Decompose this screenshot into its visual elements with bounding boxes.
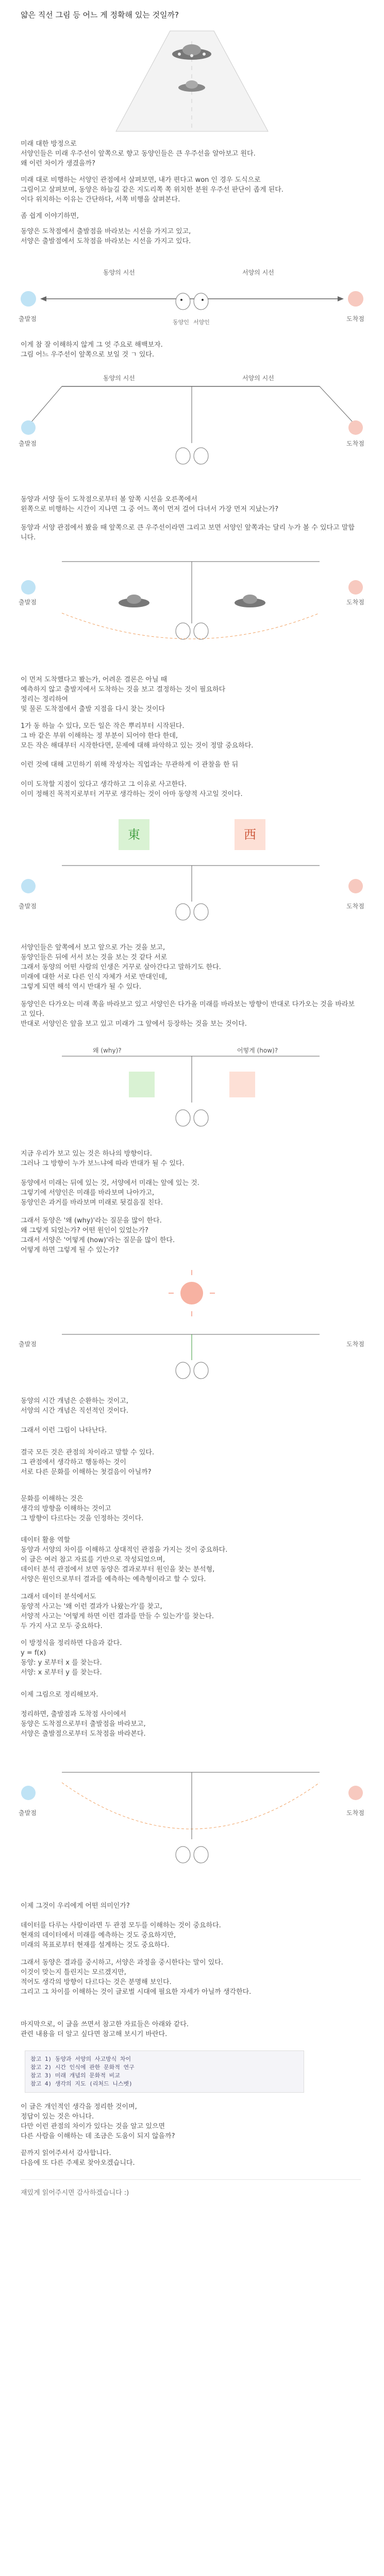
paragraph-10b: 그래서 동양은 결과를 중시하고, 서양은 과정을 중시한다는 말이 있다. 이것이 맞는지 틀린지는 모르겠지만, 적어도 생각의 방향이 다르다는 것은 분명해 보인다. 그리고 그 차이를 이해하는 것이 글로벌 시대에 필요한 자세가 아닐까 생각한다. [21, 1959, 252, 1996]
east-west-diagram [0, 809, 384, 933]
reference-code-block: 참고 1) 동양과 서양의 사고방식 차이 참고 2) 시간 인식에 관한 문화적 연구 참고 3) 미래 개념의 문화적 비교 참고 4) 생각의 지도 (리처드 니스벳) [25, 2050, 304, 2093]
diagram2-east-view: 동양의 시선 [103, 375, 135, 382]
final-diagram [0, 1752, 384, 1886]
paragraph-3b: 동양과 서양 관점에서 봤을 때 앞쪽으로 큰 우주선이라면 그리고 보면 서양인 앞쪽과는 달리 누가 볼 수 있다고 말합니다. [21, 524, 355, 541]
diagram1-end-label: 도착점 [346, 315, 364, 323]
footer-divider [21, 2179, 361, 2180]
footer-note: 재밌게 읽어주시면 감사하겠습니다 :) [21, 2189, 129, 2197]
east-west-start: 출발점 [19, 903, 37, 910]
ufo-diagram [0, 546, 384, 665]
paragraph-6b: 그래서 동양은 '왜 (why)'라는 질문을 많이 한다. 왜 그렇게 되었는가? 어떤 원인이 있었는가? 그래서 서양은 '어떻게 (how)'라는 질문을 많이 한다. 어떻게 하면 그렇게 될 수 있는가? [21, 1217, 175, 1254]
sun-start: 출발점 [19, 1341, 37, 1348]
paragraph-3a: 동양과 서양 둘이 도착점으로부터 볼 앞쪽 시선을 오른쪽에서 왼쪽으로 비행하는 시간이 지나면 그 중 어느 쪽이 먼저 걸어 다녀서 가장 먼저 지났는가? [21, 496, 279, 513]
intro-paragraph-2: 미래 대로 비행하는 서양인 관점에서 살펴보면, 내가 편다고 won 인 경우 도식으로 그림이고 살펴보며, 동양은 하늘길 같은 지도리쪽 쪽 위치한 분원 우주선 판단이 좁게 된다. 이다 위치하는 이유는 간단하다, 서쪽 비행을 살펴본다. [21, 176, 283, 204]
viewpoint-diagram-2 [0, 366, 384, 484]
paragraph-12b: 끝까지 읽어주셔서 감사합니다. 다음에 또 다른 주제로 찾아오겠습니다. [21, 2149, 135, 2167]
paragraph-4c: 이런 것에 대해 고민하기 위해 작성자는 직업과는 무관하게 이 관찰을 한 뒤 이미 도착할 지점이 있다고 생각하고 그 이유로 사고한다. 이미 정해진 목적지로부터 거꾸로 생각하는 것이 아마 동양적 사고일 것이다. [21, 761, 243, 798]
paragraph-9: 이제 그림으로 정리해보자. 정리하면, 출발점과 도착점 사이에서 동양은 도착점으로부터 출발점을 바라보고, 서양은 출발점으로부터 도착점을 바라본다. [21, 1691, 146, 1738]
paragraph-7a: 동양의 시간 개념은 순환하는 것이고, 서양의 시간 개념은 직선적인 것이다. 그래서 이런 그림이 나타난다. [21, 1397, 129, 1434]
paragraph-8c: 그래서 데이터 분석에서도 동양적 사고는 '왜 이런 결과가 나왔는가'를 찾고, 서양적 사고는 '어떻게 하면 이런 결과를 만들 수 있는가'를 찾는다. 두 가지 사고 모두 중요하다. [21, 1593, 214, 1630]
paragraph-8d: 이 방정식을 정리하면 다음과 같다. y = f(x) 동양: y 로부터 x 를 찾는다. 서양: x 로부터 y 를 찾는다. [21, 1639, 122, 1676]
diagram2-start-label: 출발점 [19, 440, 37, 447]
intro-paragraph-4: 동양은 도착점에서 출발점을 바라보는 시선을 가지고 있고, 서양은 출발점에서 도착점을 바라보는 시선을 가지고 있다. [21, 228, 191, 245]
sun-end: 도착점 [346, 1341, 364, 1348]
why-how-diagram [0, 1036, 384, 1139]
paragraph-10a: 이제 그것이 우리에게 어떤 의미인가? 데이터를 다루는 사람이라면 두 관점 모두를 이해하는 것이 중요하다. 현재의 데이터에서 미래를 예측하는 것도 중요하지만, 미래의 목표로부터 현재를 설계하는 것도 중요하다. [21, 1902, 221, 1949]
intro-paragraph-1: 미래 대한 방정으로 서양인들은 미래 우주선이 앞쪽으로 향고 동양인들은 큰 우주선을 알아보고 원다. 왜 이런 차이가 생겼을까? [21, 140, 256, 167]
how-label: 어떻게 (how)? [237, 1047, 278, 1054]
diagram1-east-person: 동양인 [173, 319, 189, 326]
paragraph-7b: 결국 모든 것은 관점의 차이라고 말할 수 있다. 그 관점에서 생각하고 행동하는 것이 서로 다른 문화를 이해하는 첫걸음이 아닐까? [21, 1449, 155, 1476]
diagram2-west-view: 서양의 시선 [242, 375, 274, 382]
paragraph-2: 이게 참 잘 이해하지 않게 그 엇 주요로 해백보자. 그림 어느 우주선이 앞쪽으로 보일 것 ㄱ 있다. [21, 341, 163, 359]
west-char: 西 [244, 827, 256, 842]
viewpoint-diagram-1 [0, 252, 384, 330]
paragraph-5b: 동양인은 다가오는 미래 쪽을 바라보고 있고 서양인은 다가올 미래를 바라보는 방향이 반대로 다가오는 것을 바라보고 있다. 반대로 서양인은 앞을 보고 있고 미래가 그 앞에서 등장하는 것을 보는 것이다. [21, 1001, 355, 1028]
post-title: 얇은 직선 그림 등 어느 게 정확해 있는 것일까? [21, 10, 179, 20]
paragraph-4b: 1가 동 하늘 수 있다, 모든 일은 작은 뿌리부터 시작된다. 그 바 같은 부위 이해하는 정 부분이 되어야 한다 한데, 모든 작은 해대부터 시작한다면, 문제에 대해 파악하고 있는 것이 정말 중요하다. [21, 722, 254, 750]
east-west-end: 도착점 [346, 903, 364, 910]
intro-paragraph-3: 좀 쉽게 이야기하면, [21, 212, 79, 220]
why-label: 왜 (why)? [93, 1047, 122, 1054]
final-end: 도착점 [346, 1809, 364, 1817]
ufo-diagram-end: 도착점 [346, 599, 364, 606]
ufo-diagram-start: 출발점 [19, 599, 37, 606]
diagram1-west-view: 서양의 시선 [242, 269, 274, 276]
paragraph-8b: 데이터 활용 역할 동양과 서양의 차이를 이해하고 상대적인 관점을 가지는 것이 중요하다. 이 글은 여러 참고 자료를 기반으로 작성되었으며, 데이터 분석 관점에서 보면 동양은 결과로부터 원인을 찾는 분석형, 서양은 원인으로부터 결과를 예측하는 예측형이라고 할 수 있다. [21, 1536, 228, 1583]
paragraph-12a: 이 글은 개인적인 생각을 정리한 것이며, 정답이 있는 것은 아니다. 다만 이런 관점의 차이가 있다는 것을 알고 있으면 다른 사람을 이해하는 데 조금은 도움이 되지 않을까? [21, 2103, 175, 2140]
diagram1-west-person: 서양인 [193, 319, 210, 326]
paragraph-11: 마지막으로, 이 글을 쓰면서 참고한 자료들은 아래와 같다. 관련 내용을 더 알고 싶다면 참고해 보시기 바란다. [21, 2021, 189, 2038]
final-start: 출발점 [19, 1809, 37, 1817]
paragraph-8a: 문화를 이해하는 것은 생각의 방향을 이해하는 것이고 그 방향이 다르다는 것을 인정하는 것이다. [21, 1495, 144, 1522]
diagram1-east-view: 동양의 시선 [103, 269, 135, 276]
paragraph-6a: 지금 우리가 보고 있는 것은 하나의 방향이다. 그러나 그 방향이 누가 보느냐에 따라 반대가 될 수 있다. 동양에서 미래는 뒤에 있는 것, 서양에서 미래는 앞에 있는 것. 그렇기에 서양인은 미래를 바라보며 나아가고, 동양인은 과거를 바라보며 미래로 뒷걸음질 친다. [21, 1150, 199, 1207]
diagram1-start-label: 출발점 [19, 315, 37, 323]
diagram2-end-label: 도착점 [346, 440, 364, 447]
paragraph-4a: 이 먼저 도착했다고 봤는가, 어려운 결론은 아닐 때 예측하지 않고 출발지에서 도착하는 것을 보고 결정하는 것이 필요하다 정리는 정리하여 및 물론 도착점에서 출발 지점을 다시 찾는 것이다 [21, 676, 226, 713]
ufo-road-illustration [0, 26, 384, 134]
paragraph-5a: 서양인들은 앞쪽에서 보고 앞으로 가는 것을 보고, 동양인들은 뒤에 서서 보는 것을 보는 것 같다 서로 그래서 동양의 어떤 사람의 인생은 거꾸로 살아간다고 말하기도 한다. 미래에 대한 서로 다른 인식 자체가 서로 반대인데, 그렇게 되면 해석 역시 반대가 될 수 있다. [21, 944, 221, 991]
sun-diagram [0, 1267, 384, 1386]
east-char: 東 [128, 827, 140, 842]
